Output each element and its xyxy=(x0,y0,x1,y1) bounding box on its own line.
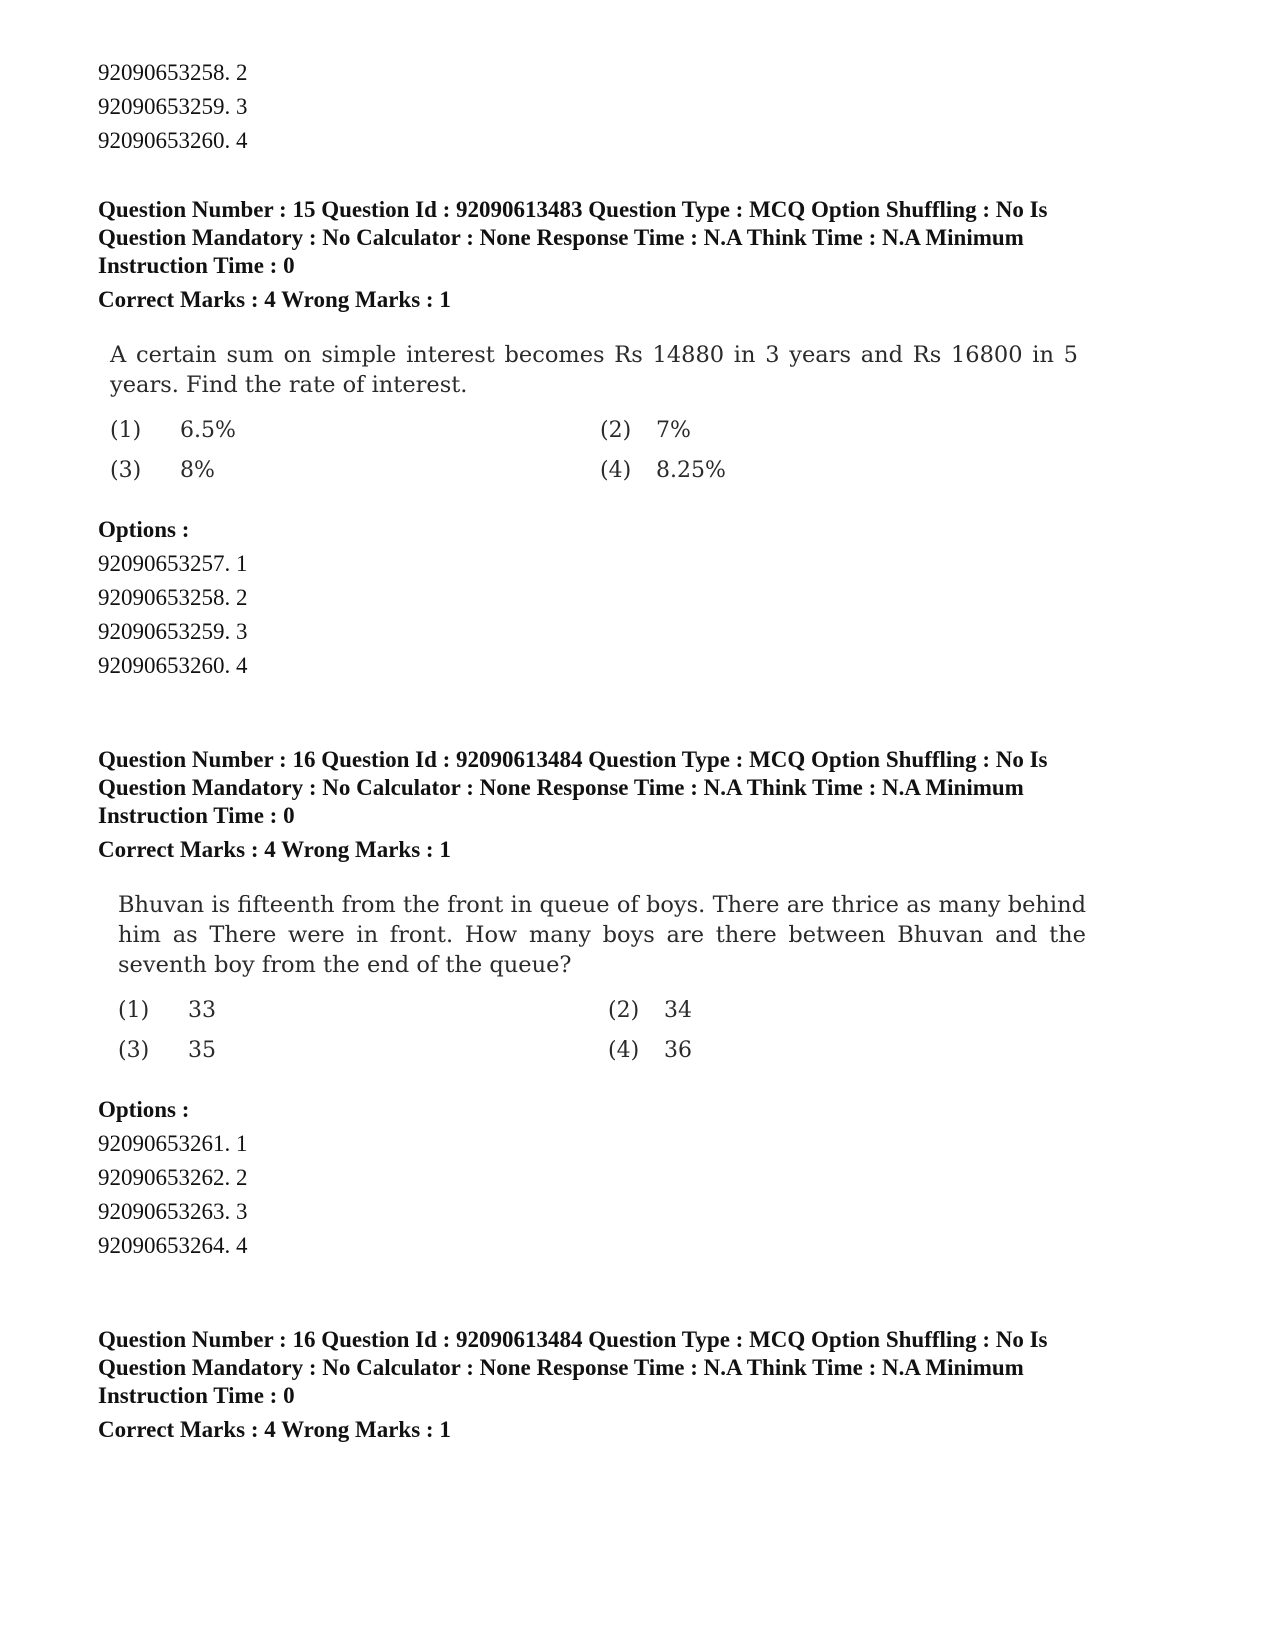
question-meta: Question Number : 16 Question Id : 92090613484 Question Type : MCQ Option Shuffling : No Is Question Mandatory : No Calculator : None Response Time : N.A Think Time : N.A Minimum Instruction Time : 0 xyxy=(98,747,1048,828)
choice-number: (3) xyxy=(118,1038,150,1063)
choice-value: 8.25% xyxy=(656,458,726,483)
choice-value: 8% xyxy=(180,458,215,483)
answer-choice xyxy=(608,996,908,1026)
choice-number: (2) xyxy=(600,418,632,443)
choice-number: (1) xyxy=(110,418,142,443)
choice-number: (2) xyxy=(608,998,640,1023)
answer-choice xyxy=(118,1036,608,1066)
question-meta: Question Number : 15 Question Id : 92090613483 Question Type : MCQ Option Shuffling : No Is Question Mandatory : No Calculator : None Response Time : N.A Think Time : N.A Minimum Instruction Time : 0 xyxy=(98,197,1048,278)
choice-value: 36 xyxy=(664,1038,692,1063)
option-line: 92090653258. 2 xyxy=(98,585,248,610)
choice-number: (1) xyxy=(118,998,150,1023)
question-16-block xyxy=(98,746,1178,1066)
option-line: 92090653262. 2 xyxy=(98,1165,248,1190)
question-marks: Correct Marks : 4 Wrong Marks : 1 xyxy=(98,287,451,312)
options-label: Options : xyxy=(98,1097,190,1122)
option-line: 92090653259. 3 xyxy=(98,619,248,644)
question-16-repeat-block xyxy=(98,1326,1178,1444)
answer-choice xyxy=(608,1036,908,1066)
choice-number: (3) xyxy=(110,458,142,483)
question-body xyxy=(110,340,1078,486)
option-line: 92090653257. 1 xyxy=(98,551,248,576)
answer-choice xyxy=(110,416,600,446)
choice-value: 35 xyxy=(188,1038,216,1063)
options-label: Options : xyxy=(98,517,190,542)
question-text: Bhuvan is fifteenth from the front in queue of boys. There are thrice as many behind him as There were in front. How many boys are there between Bhuvan and the seventh boy from the end of the queue? xyxy=(118,892,1086,978)
question-marks: Correct Marks : 4 Wrong Marks : 1 xyxy=(98,837,451,862)
choice-number: (4) xyxy=(600,458,632,483)
option-line: 92090653263. 3 xyxy=(98,1199,248,1224)
answer-choices xyxy=(110,416,1078,486)
question-text: A certain sum on simple interest becomes Rs 14880 in 3 years and Rs 16800 in 5 years. Find the rate of interest. xyxy=(110,342,1078,398)
option-line: 92090653259. 3 xyxy=(98,94,248,119)
previous-question-options xyxy=(98,56,248,158)
answer-choice xyxy=(118,996,608,1026)
question-15-block xyxy=(98,196,1178,486)
question-16-options xyxy=(98,1093,248,1263)
question-meta: Question Number : 16 Question Id : 92090613484 Question Type : MCQ Option Shuffling : No Is Question Mandatory : No Calculator : None Response Time : N.A Think Time : N.A Minimum Instruction Time : 0 xyxy=(98,1327,1048,1408)
choice-value: 7% xyxy=(656,418,691,443)
question-15-options xyxy=(98,513,248,683)
option-line: 92090653264. 4 xyxy=(98,1233,248,1258)
choice-value: 34 xyxy=(664,998,692,1023)
question-body xyxy=(118,890,1086,1066)
answer-choice xyxy=(600,456,900,486)
option-line: 92090653260. 4 xyxy=(98,653,248,678)
choice-value: 6.5% xyxy=(180,418,236,443)
option-line: 92090653258. 2 xyxy=(98,60,248,85)
question-marks: Correct Marks : 4 Wrong Marks : 1 xyxy=(98,1417,451,1442)
option-line: 92090653260. 4 xyxy=(98,128,248,153)
choice-value: 33 xyxy=(188,998,216,1023)
choice-number: (4) xyxy=(608,1038,640,1063)
answer-choice xyxy=(110,456,600,486)
answer-choices xyxy=(118,996,1086,1066)
option-line: 92090653261. 1 xyxy=(98,1131,248,1156)
answer-choice xyxy=(600,416,900,446)
